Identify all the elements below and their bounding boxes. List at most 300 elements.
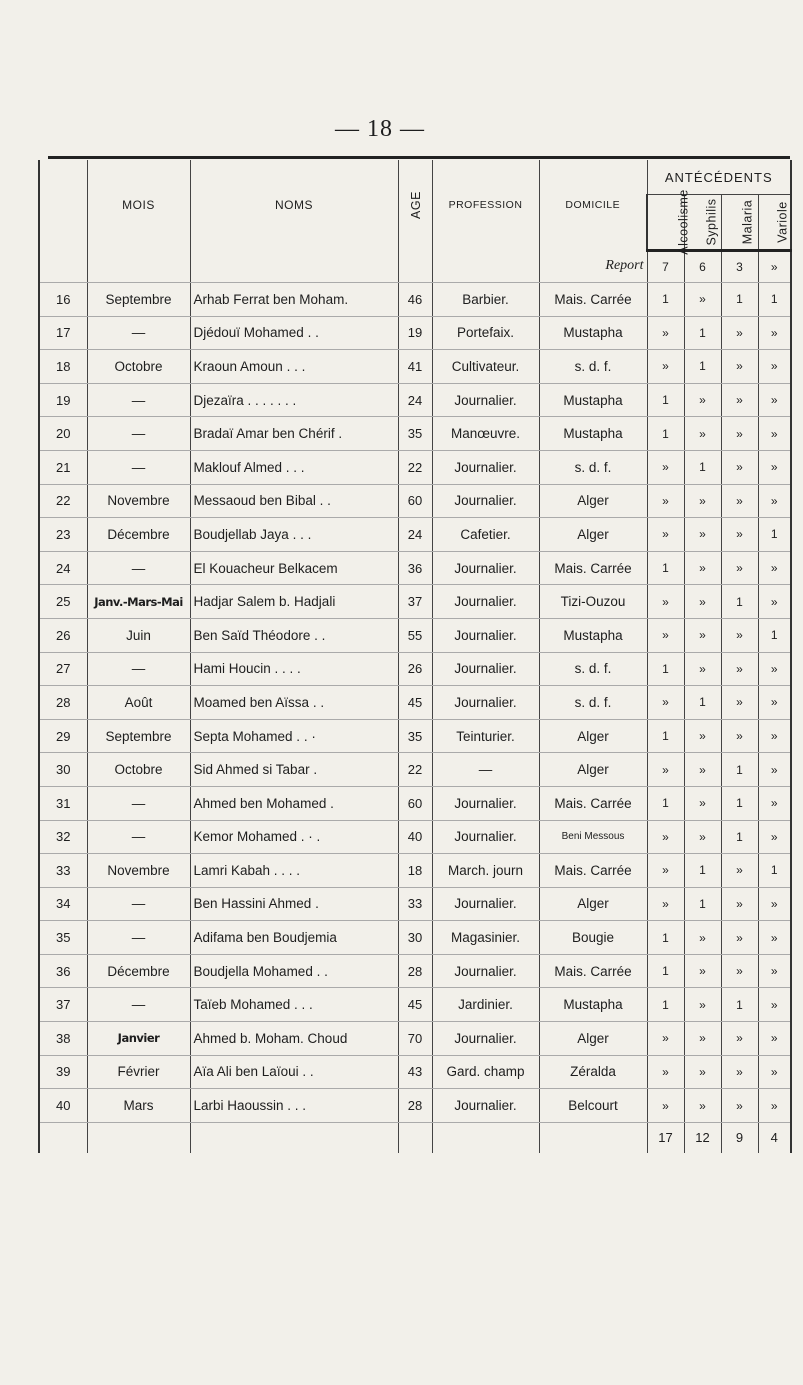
row-age: 22 (398, 450, 432, 484)
row-age: 19 (398, 316, 432, 350)
row-alcoolisme: 1 (647, 652, 684, 686)
header-antecedents: ANTÉCÉDENTS (647, 160, 791, 195)
row-age: 28 (398, 954, 432, 988)
row-age: 22 (398, 753, 432, 787)
header-alcoolisme-label: Alcoolisme (676, 189, 691, 255)
row-variole: » (758, 820, 791, 854)
row-number: 33 (39, 854, 87, 888)
row-name: Kemor Mohamed . · . (190, 820, 398, 854)
row-month: — (87, 383, 190, 417)
row-syphilis: » (684, 954, 721, 988)
row-profession: Cultivateur. (432, 350, 539, 384)
report-label: Report (539, 251, 647, 283)
row-domicile: Tizi-Ouzou (539, 585, 647, 619)
row-age: 30 (398, 921, 432, 955)
row-name: Larbi Haoussin . . . (190, 1089, 398, 1123)
row-domicile: Beni Messous (539, 820, 647, 854)
row-age: 36 (398, 551, 432, 585)
row-month: Septembre (87, 719, 190, 753)
report-cell-empty (190, 251, 398, 283)
row-age: 46 (398, 283, 432, 317)
row-month: — (87, 786, 190, 820)
row-syphilis: 1 (684, 686, 721, 720)
row-age: 43 (398, 1055, 432, 1089)
row-syphilis: » (684, 820, 721, 854)
row-age: 18 (398, 854, 432, 888)
row-age: 33 (398, 887, 432, 921)
table-row (39, 820, 791, 854)
row-age: 26 (398, 652, 432, 686)
table-row (39, 921, 791, 955)
row-month: — (87, 820, 190, 854)
row-profession: Journalier. (432, 450, 539, 484)
table-row (39, 854, 791, 888)
header-domicile: DOMICILE (539, 160, 647, 251)
row-profession: Teinturier. (432, 719, 539, 753)
row-age: 24 (398, 383, 432, 417)
row-number: 28 (39, 686, 87, 720)
row-profession: — (432, 753, 539, 787)
row-variole: » (758, 786, 791, 820)
row-alcoolisme: » (647, 484, 684, 518)
row-age: 40 (398, 820, 432, 854)
row-number: 38 (39, 1022, 87, 1056)
row-profession: Portefaix. (432, 316, 539, 350)
table-body (39, 251, 791, 1123)
row-month: — (87, 921, 190, 955)
row-name: Hami Houcin . . . . (190, 652, 398, 686)
row-name: Boudjella Mohamed . . (190, 954, 398, 988)
row-month: Janvier (87, 1022, 190, 1056)
table-row (39, 686, 791, 720)
row-alcoolisme: » (647, 450, 684, 484)
header-malaria-label: Malaria (739, 199, 754, 245)
row-malaria: » (721, 921, 758, 955)
row-syphilis: » (684, 988, 721, 1022)
row-name: Ahmed ben Mohamed . (190, 786, 398, 820)
row-number: 16 (39, 283, 87, 317)
row-variole: » (758, 954, 791, 988)
row-month: — (87, 551, 190, 585)
row-alcoolisme: » (647, 686, 684, 720)
row-number: 19 (39, 383, 87, 417)
totals-cell-empty (87, 1122, 190, 1153)
row-number: 21 (39, 450, 87, 484)
row-age: 45 (398, 988, 432, 1022)
row-profession: Journalier. (432, 1089, 539, 1123)
row-domicile: s. d. f. (539, 450, 647, 484)
row-alcoolisme: » (647, 887, 684, 921)
table-row (39, 887, 791, 921)
totals-cell-empty (39, 1122, 87, 1153)
row-syphilis: » (684, 719, 721, 753)
row-alcoolisme: 1 (647, 383, 684, 417)
row-syphilis: 1 (684, 887, 721, 921)
row-syphilis: » (684, 786, 721, 820)
row-malaria: » (721, 518, 758, 552)
row-domicile: Alger (539, 887, 647, 921)
table-row (39, 652, 791, 686)
row-variole: » (758, 887, 791, 921)
row-alcoolisme: » (647, 854, 684, 888)
table-header (39, 160, 791, 255)
row-name: Djezaïra . . . . . . . (190, 383, 398, 417)
row-domicile: Mais. Carrée (539, 283, 647, 317)
row-domicile: Mustapha (539, 417, 647, 451)
row-age: 60 (398, 484, 432, 518)
row-variole: » (758, 1022, 791, 1056)
top-rule (48, 156, 790, 159)
table-row (39, 350, 791, 384)
row-name: Ben Hassini Ahmed . (190, 887, 398, 921)
row-profession: Cafetier. (432, 518, 539, 552)
row-number: 22 (39, 484, 87, 518)
row-name: Aïa Ali ben Laïoui . . (190, 1055, 398, 1089)
row-malaria: » (721, 417, 758, 451)
header-num (39, 160, 87, 251)
report-row (39, 251, 791, 283)
total-variole: 4 (758, 1122, 791, 1153)
report-syphilis: 6 (684, 251, 721, 283)
row-malaria: » (721, 383, 758, 417)
totals-row (39, 1122, 791, 1153)
row-syphilis: » (684, 417, 721, 451)
report-malaria: 3 (721, 251, 758, 283)
row-name: Hadjar Salem b. Hadjali (190, 585, 398, 619)
row-number: 32 (39, 820, 87, 854)
report-cell-empty (398, 251, 432, 283)
row-age: 35 (398, 417, 432, 451)
row-profession: Journalier. (432, 954, 539, 988)
row-alcoolisme: 1 (647, 954, 684, 988)
row-variole: » (758, 1089, 791, 1123)
row-malaria: » (721, 719, 758, 753)
row-profession: Journalier. (432, 887, 539, 921)
row-malaria: 1 (721, 753, 758, 787)
row-alcoolisme: 1 (647, 988, 684, 1022)
table-row (39, 1089, 791, 1123)
header-syphilis-label: Syphilis (704, 198, 719, 246)
totals-cell-empty (190, 1122, 398, 1153)
row-alcoolisme: 1 (647, 786, 684, 820)
row-domicile: Mustapha (539, 316, 647, 350)
table-row (39, 383, 791, 417)
row-syphilis: » (684, 484, 721, 518)
row-malaria: » (721, 618, 758, 652)
row-name: Boudjellab Jaya . . . (190, 518, 398, 552)
row-variole: » (758, 921, 791, 955)
row-number: 17 (39, 316, 87, 350)
row-month: Novembre (87, 854, 190, 888)
report-alcoolisme: 7 (647, 251, 684, 283)
row-number: 26 (39, 618, 87, 652)
row-month: Juin (87, 618, 190, 652)
header-noms: NOMS (190, 160, 398, 251)
row-alcoolisme: » (647, 585, 684, 619)
row-name: Sid Ahmed si Tabar . (190, 753, 398, 787)
row-profession: Gard. champ (432, 1055, 539, 1089)
row-domicile: Alger (539, 753, 647, 787)
table-row (39, 283, 791, 317)
row-profession: Journalier. (432, 786, 539, 820)
row-domicile: Alger (539, 719, 647, 753)
row-alcoolisme: 1 (647, 417, 684, 451)
row-name: Ben Saïd Théodore . . (190, 618, 398, 652)
row-month: — (87, 988, 190, 1022)
row-variole: 1 (758, 518, 791, 552)
total-malaria: 9 (721, 1122, 758, 1153)
row-syphilis: » (684, 1022, 721, 1056)
table-row (39, 484, 791, 518)
row-profession: Journalier. (432, 551, 539, 585)
row-alcoolisme: 1 (647, 283, 684, 317)
row-age: 45 (398, 686, 432, 720)
row-month: — (87, 887, 190, 921)
row-variole: 1 (758, 283, 791, 317)
row-domicile: Alger (539, 1022, 647, 1056)
table-row (39, 753, 791, 787)
row-domicile: s. d. f. (539, 350, 647, 384)
row-profession: Journalier. (432, 686, 539, 720)
row-alcoolisme: » (647, 1055, 684, 1089)
row-age: 55 (398, 618, 432, 652)
row-age: 28 (398, 1089, 432, 1123)
row-month: — (87, 417, 190, 451)
header-mois: MOIS (87, 160, 190, 251)
report-cell-empty (39, 251, 87, 283)
table-row (39, 417, 791, 451)
row-profession: Journalier. (432, 652, 539, 686)
row-variole: » (758, 350, 791, 384)
row-syphilis: » (684, 753, 721, 787)
header-alcoolisme (647, 189, 691, 255)
row-syphilis: » (684, 551, 721, 585)
table-row (39, 551, 791, 585)
row-age: 24 (398, 518, 432, 552)
row-number: 27 (39, 652, 87, 686)
row-variole: » (758, 551, 791, 585)
row-profession: Journalier. (432, 618, 539, 652)
row-malaria: » (721, 1089, 758, 1123)
report-cell-empty (87, 251, 190, 283)
row-variole: » (758, 753, 791, 787)
row-name: Moamed ben Aïssa . . (190, 686, 398, 720)
row-profession: Journalier. (432, 820, 539, 854)
row-domicile: Mustapha (539, 988, 647, 1022)
page-number: — 18 — (335, 116, 425, 142)
row-variole: » (758, 686, 791, 720)
row-number: 39 (39, 1055, 87, 1089)
row-variole: » (758, 383, 791, 417)
row-variole: » (758, 450, 791, 484)
row-number: 20 (39, 417, 87, 451)
patient-table-container (38, 160, 790, 1285)
table-row (39, 786, 791, 820)
row-malaria: 1 (721, 820, 758, 854)
row-domicile: Belcourt (539, 1089, 647, 1123)
row-name: Djédouï Mohamed . . (190, 316, 398, 350)
row-number: 25 (39, 585, 87, 619)
row-number: 23 (39, 518, 87, 552)
row-name: Bradaï Amar ben Chérif . (190, 417, 398, 451)
row-domicile: Mustapha (539, 383, 647, 417)
row-syphilis: » (684, 652, 721, 686)
row-age: 37 (398, 585, 432, 619)
row-malaria: 1 (721, 585, 758, 619)
row-age: 35 (398, 719, 432, 753)
table-row (39, 450, 791, 484)
row-name: Ahmed b. Moham. Choud (190, 1022, 398, 1056)
row-number: 35 (39, 921, 87, 955)
header-profession: PROFESSION (432, 160, 539, 251)
row-domicile: s. d. f. (539, 652, 647, 686)
row-variole: » (758, 585, 791, 619)
row-age: 70 (398, 1022, 432, 1056)
table-row (39, 1055, 791, 1089)
row-domicile: Mais. Carrée (539, 786, 647, 820)
row-malaria: » (721, 316, 758, 350)
row-profession: Journalier. (432, 1022, 539, 1056)
row-variole: » (758, 988, 791, 1022)
row-domicile: s. d. f. (539, 686, 647, 720)
row-name: Kraoun Amoun . . . (190, 350, 398, 384)
row-syphilis: » (684, 518, 721, 552)
row-variole: » (758, 719, 791, 753)
row-alcoolisme: » (647, 1022, 684, 1056)
row-month: Octobre (87, 350, 190, 384)
patient-table (38, 160, 792, 1153)
row-syphilis: 1 (684, 450, 721, 484)
table-row (39, 719, 791, 753)
table-row (39, 518, 791, 552)
header-variole (758, 195, 791, 251)
row-malaria: » (721, 450, 758, 484)
table-row (39, 1022, 791, 1056)
row-profession: Manœuvre. (432, 417, 539, 451)
row-month: Février (87, 1055, 190, 1089)
row-alcoolisme: » (647, 820, 684, 854)
row-profession: March. journ (432, 854, 539, 888)
row-month: Novembre (87, 484, 190, 518)
header-age (398, 160, 432, 251)
totals-cell-empty (432, 1122, 539, 1153)
row-malaria: » (721, 484, 758, 518)
row-syphilis: » (684, 1055, 721, 1089)
row-number: 36 (39, 954, 87, 988)
row-number: 29 (39, 719, 87, 753)
row-domicile: Alger (539, 518, 647, 552)
row-number: 18 (39, 350, 87, 384)
row-alcoolisme: » (647, 753, 684, 787)
report-cell-empty (432, 251, 539, 283)
row-domicile: Mais. Carrée (539, 954, 647, 988)
row-variole: » (758, 484, 791, 518)
row-syphilis: 1 (684, 350, 721, 384)
row-number: 24 (39, 551, 87, 585)
row-alcoolisme: 1 (647, 551, 684, 585)
row-malaria: » (721, 887, 758, 921)
row-malaria: 1 (721, 786, 758, 820)
row-name: Messaoud ben Bibal . . (190, 484, 398, 518)
row-variole: » (758, 652, 791, 686)
row-name: Adifama ben Boudjemia (190, 921, 398, 955)
totals-cell-empty (539, 1122, 647, 1153)
row-malaria: » (721, 652, 758, 686)
row-alcoolisme: » (647, 618, 684, 652)
row-name: Lamri Kabah . . . . (190, 854, 398, 888)
row-domicile: Zéralda (539, 1055, 647, 1089)
row-month: — (87, 652, 190, 686)
row-month: — (87, 316, 190, 350)
row-month: Août (87, 686, 190, 720)
row-domicile: Bougie (539, 921, 647, 955)
row-malaria: » (721, 686, 758, 720)
row-malaria: » (721, 1055, 758, 1089)
row-syphilis: » (684, 618, 721, 652)
row-profession: Jardinier. (432, 988, 539, 1022)
row-month: Janv.-Mars-Mai (87, 585, 190, 619)
row-profession: Magasinier. (432, 921, 539, 955)
row-month: Octobre (87, 753, 190, 787)
row-malaria: » (721, 854, 758, 888)
row-number: 31 (39, 786, 87, 820)
row-age: 41 (398, 350, 432, 384)
row-syphilis: 1 (684, 854, 721, 888)
row-malaria: » (721, 954, 758, 988)
total-alcoolisme: 17 (647, 1122, 684, 1153)
row-variole: » (758, 1055, 791, 1089)
row-syphilis: » (684, 1089, 721, 1123)
row-name: Taïeb Mohamed . . . (190, 988, 398, 1022)
row-month: Mars (87, 1089, 190, 1123)
row-alcoolisme: » (647, 316, 684, 350)
row-syphilis: » (684, 921, 721, 955)
row-domicile: Mais. Carrée (539, 551, 647, 585)
row-month: Décembre (87, 518, 190, 552)
row-profession: Journalier. (432, 383, 539, 417)
row-malaria: » (721, 551, 758, 585)
row-alcoolisme: » (647, 1089, 684, 1123)
table-row (39, 954, 791, 988)
row-malaria: 1 (721, 283, 758, 317)
row-month: — (87, 450, 190, 484)
row-month: Septembre (87, 283, 190, 317)
row-number: 30 (39, 753, 87, 787)
row-domicile: Mais. Carrée (539, 854, 647, 888)
header-age-label: AGE (408, 191, 423, 220)
row-alcoolisme: 1 (647, 719, 684, 753)
row-age: 60 (398, 786, 432, 820)
row-number: 40 (39, 1089, 87, 1123)
table-row (39, 316, 791, 350)
row-variole: 1 (758, 618, 791, 652)
total-syphilis: 12 (684, 1122, 721, 1153)
table-row (39, 618, 791, 652)
row-number: 37 (39, 988, 87, 1022)
row-syphilis: 1 (684, 316, 721, 350)
row-syphilis: » (684, 585, 721, 619)
row-domicile: Alger (539, 484, 647, 518)
row-name: Maklouf Almed . . . (190, 450, 398, 484)
row-variole: » (758, 417, 791, 451)
row-alcoolisme: 1 (647, 921, 684, 955)
row-variole: 1 (758, 854, 791, 888)
row-syphilis: » (684, 383, 721, 417)
row-profession: Journalier. (432, 585, 539, 619)
row-name: Septa Mohamed . . · (190, 719, 398, 753)
header-variole-label: Variole (775, 201, 790, 243)
header-malaria (721, 195, 758, 251)
